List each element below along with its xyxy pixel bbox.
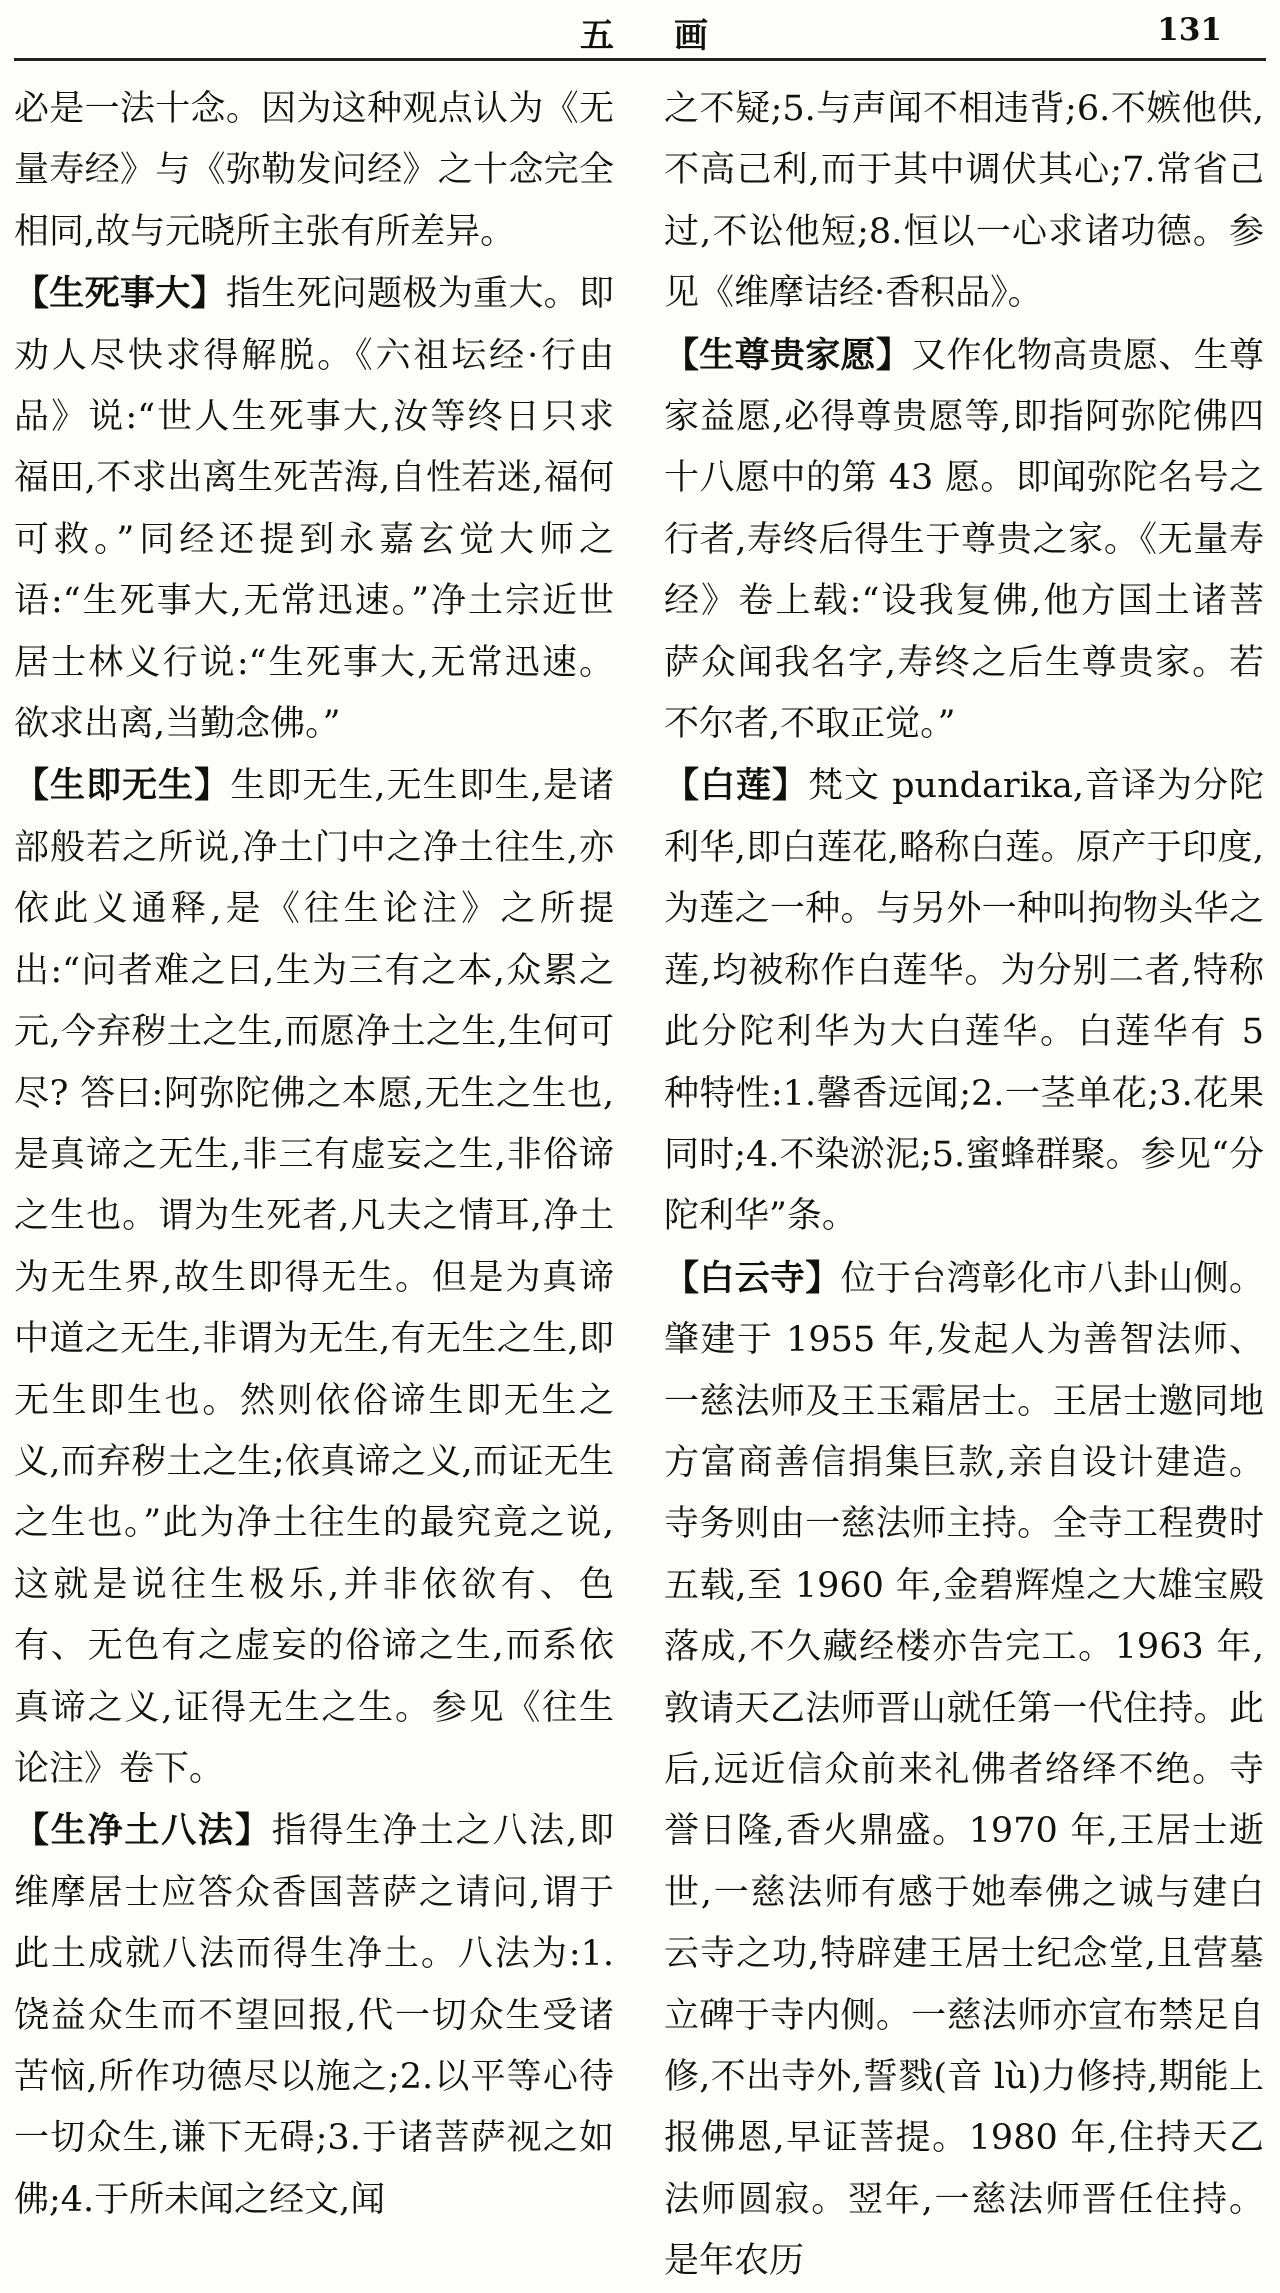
entry-text: 生即无生,无生即生,是诸部般若之所说,净土门中之净土往生,亦依此义通释,是《往生论注》之所提出:“问者难之曰,生为三有之本,众累之元,今弃秽土之生,而愿净土之生,生何可尽? 答曰:阿弥陀佛之本愿,无生之生也,是真谛之无生,非三有虚妄之生,非俗谛之生也。谓为生死者,凡夫之情耳,净土为无生界,故生即得无生。但是为真谛中道之无生,非谓为无生,有无生之生,即无生即生也。然则依俗谛生即无生之义,而弃秽土之生;依真谛之义,而证无生之生也。”此为净土往生的最究竟之说,这就是说往生极乐,并非依欲有、色有、无色有之虚妄的俗谛之生,而系依真谛之义,证得无生之生。参见《往生论注》卷下。 — [14, 766, 614, 1789]
right-column — [664, 78, 1264, 2293]
entry — [664, 325, 1264, 756]
entry — [14, 263, 614, 755]
entry-text: 位于台湾彰化市八卦山侧。肇建于 1955 年,发起人为善智法师、一慈法师及王玉霜居士。王居士邀同地方富商善信捐集巨款,亲自设计建造。寺务则由一慈法师主持。全寺工程费时五载,至 1960 年,金碧辉煌之大雄宝殿落成,不久藏经楼亦告完工。1963 年,敦请天乙法师晋山就任第一代住持。此后,远近信众前来礼佛者络绎不绝。寺誉日隆,香火鼎盛。1970 年,王居士逝世,一慈法师有感于她奉佛之诚与建白云寺之功,特辟建王居士纪念堂,且营墓立碑于寺内侧。一慈法师亦宣布禁足自修,不出寺外,誓戮(音 lù)力修持,期能上报佛恩,早证菩提。1980 年,住持天乙法师圆寂。翌年,一慈法师晋任住持。是年农历 — [664, 1258, 1264, 2282]
entry-headword: 【生死事大】 — [14, 273, 226, 315]
entry-headword: 【白莲】 — [664, 765, 808, 807]
entry-continuation — [664, 78, 1264, 325]
page-header — [0, 0, 1280, 72]
entry-headword: 【生即无生】 — [14, 765, 231, 807]
entry-continuation — [14, 78, 614, 263]
entry-text: 之不疑;5.与声闻不相违背;6.不嫉他供,不高己利,而于其中调伏其心;7.常省己过,不讼他短;8.恒以一心求诸功德。参见《维摩诘经·香积品》。 — [664, 89, 1264, 314]
header-rule — [14, 58, 1266, 61]
entry — [664, 1248, 1264, 2293]
running-title: 五画 — [580, 16, 768, 56]
entry — [14, 755, 614, 1800]
entry-headword: 【生净土八法】 — [14, 1810, 272, 1852]
entry-text: 指得生净土之八法,即维摩居士应答众香国菩萨之请问,谓于此土成就八法而得生净土。八法为:1.饶益众生而不望回报,代一切众生受诸苦恼,所作功德尽以施之;2.以平等心待一切众生,谦下无碍;3.于诸菩萨视之如佛;4.于所未闻之经文,闻 — [14, 1811, 614, 2220]
entry-headword: 【白云寺】 — [664, 1257, 841, 1299]
entry — [14, 1800, 614, 2231]
entry-text: 梵文 pundarika,音译为分陀利华,即白莲花,略称白莲。原产于印度,为莲之一种。与另外一种叫拘物头华之莲,均被称作白莲华。为分别二者,特称此分陀利华为大白莲华。白莲华有 5 种特性:1.馨香远闻;2.一茎单花;3.花果同时;4.不染淤泥;5.蜜蜂群聚。参见“分陀利华”条。 — [664, 766, 1264, 1237]
entry — [664, 755, 1264, 1247]
page-number: 131 — [1157, 12, 1222, 48]
entry-headword: 【生尊贵家愿】 — [664, 334, 912, 376]
entry-text: 必是一法十念。因为这种观点认为《无量寿经》与《弥勒发问经》之十念完全相同,故与元晓所主张有所差异。 — [14, 89, 614, 252]
entry-text: 又作化物高贵愿、生尊家益愿,必得尊贵愿等,即指阿弥陀佛四十八愿中的第 43 愿。即闻弥陀名号之行者,寿终后得生于尊贵之家。《无量寿经》卷上载:“设我复佛,他方国土诸菩萨众闻我名字,寿终之后生尊贵家。若不尔者,不取正觉。” — [664, 335, 1264, 745]
left-column — [14, 78, 614, 2231]
entry-text: 指生死问题极为重大。即劝人尽快求得解脱。《六祖坛经·行由品》说:“世人生死事大,汝等终日只求福田,不求出离生死苦海,自性若迷,福何可救。”同经还提到永嘉玄觉大师之语:“生死事大,无常迅速。”净土宗近世居士林义行说:“生死事大,无常迅速。欲求出离,当勤念佛。” — [14, 274, 614, 745]
